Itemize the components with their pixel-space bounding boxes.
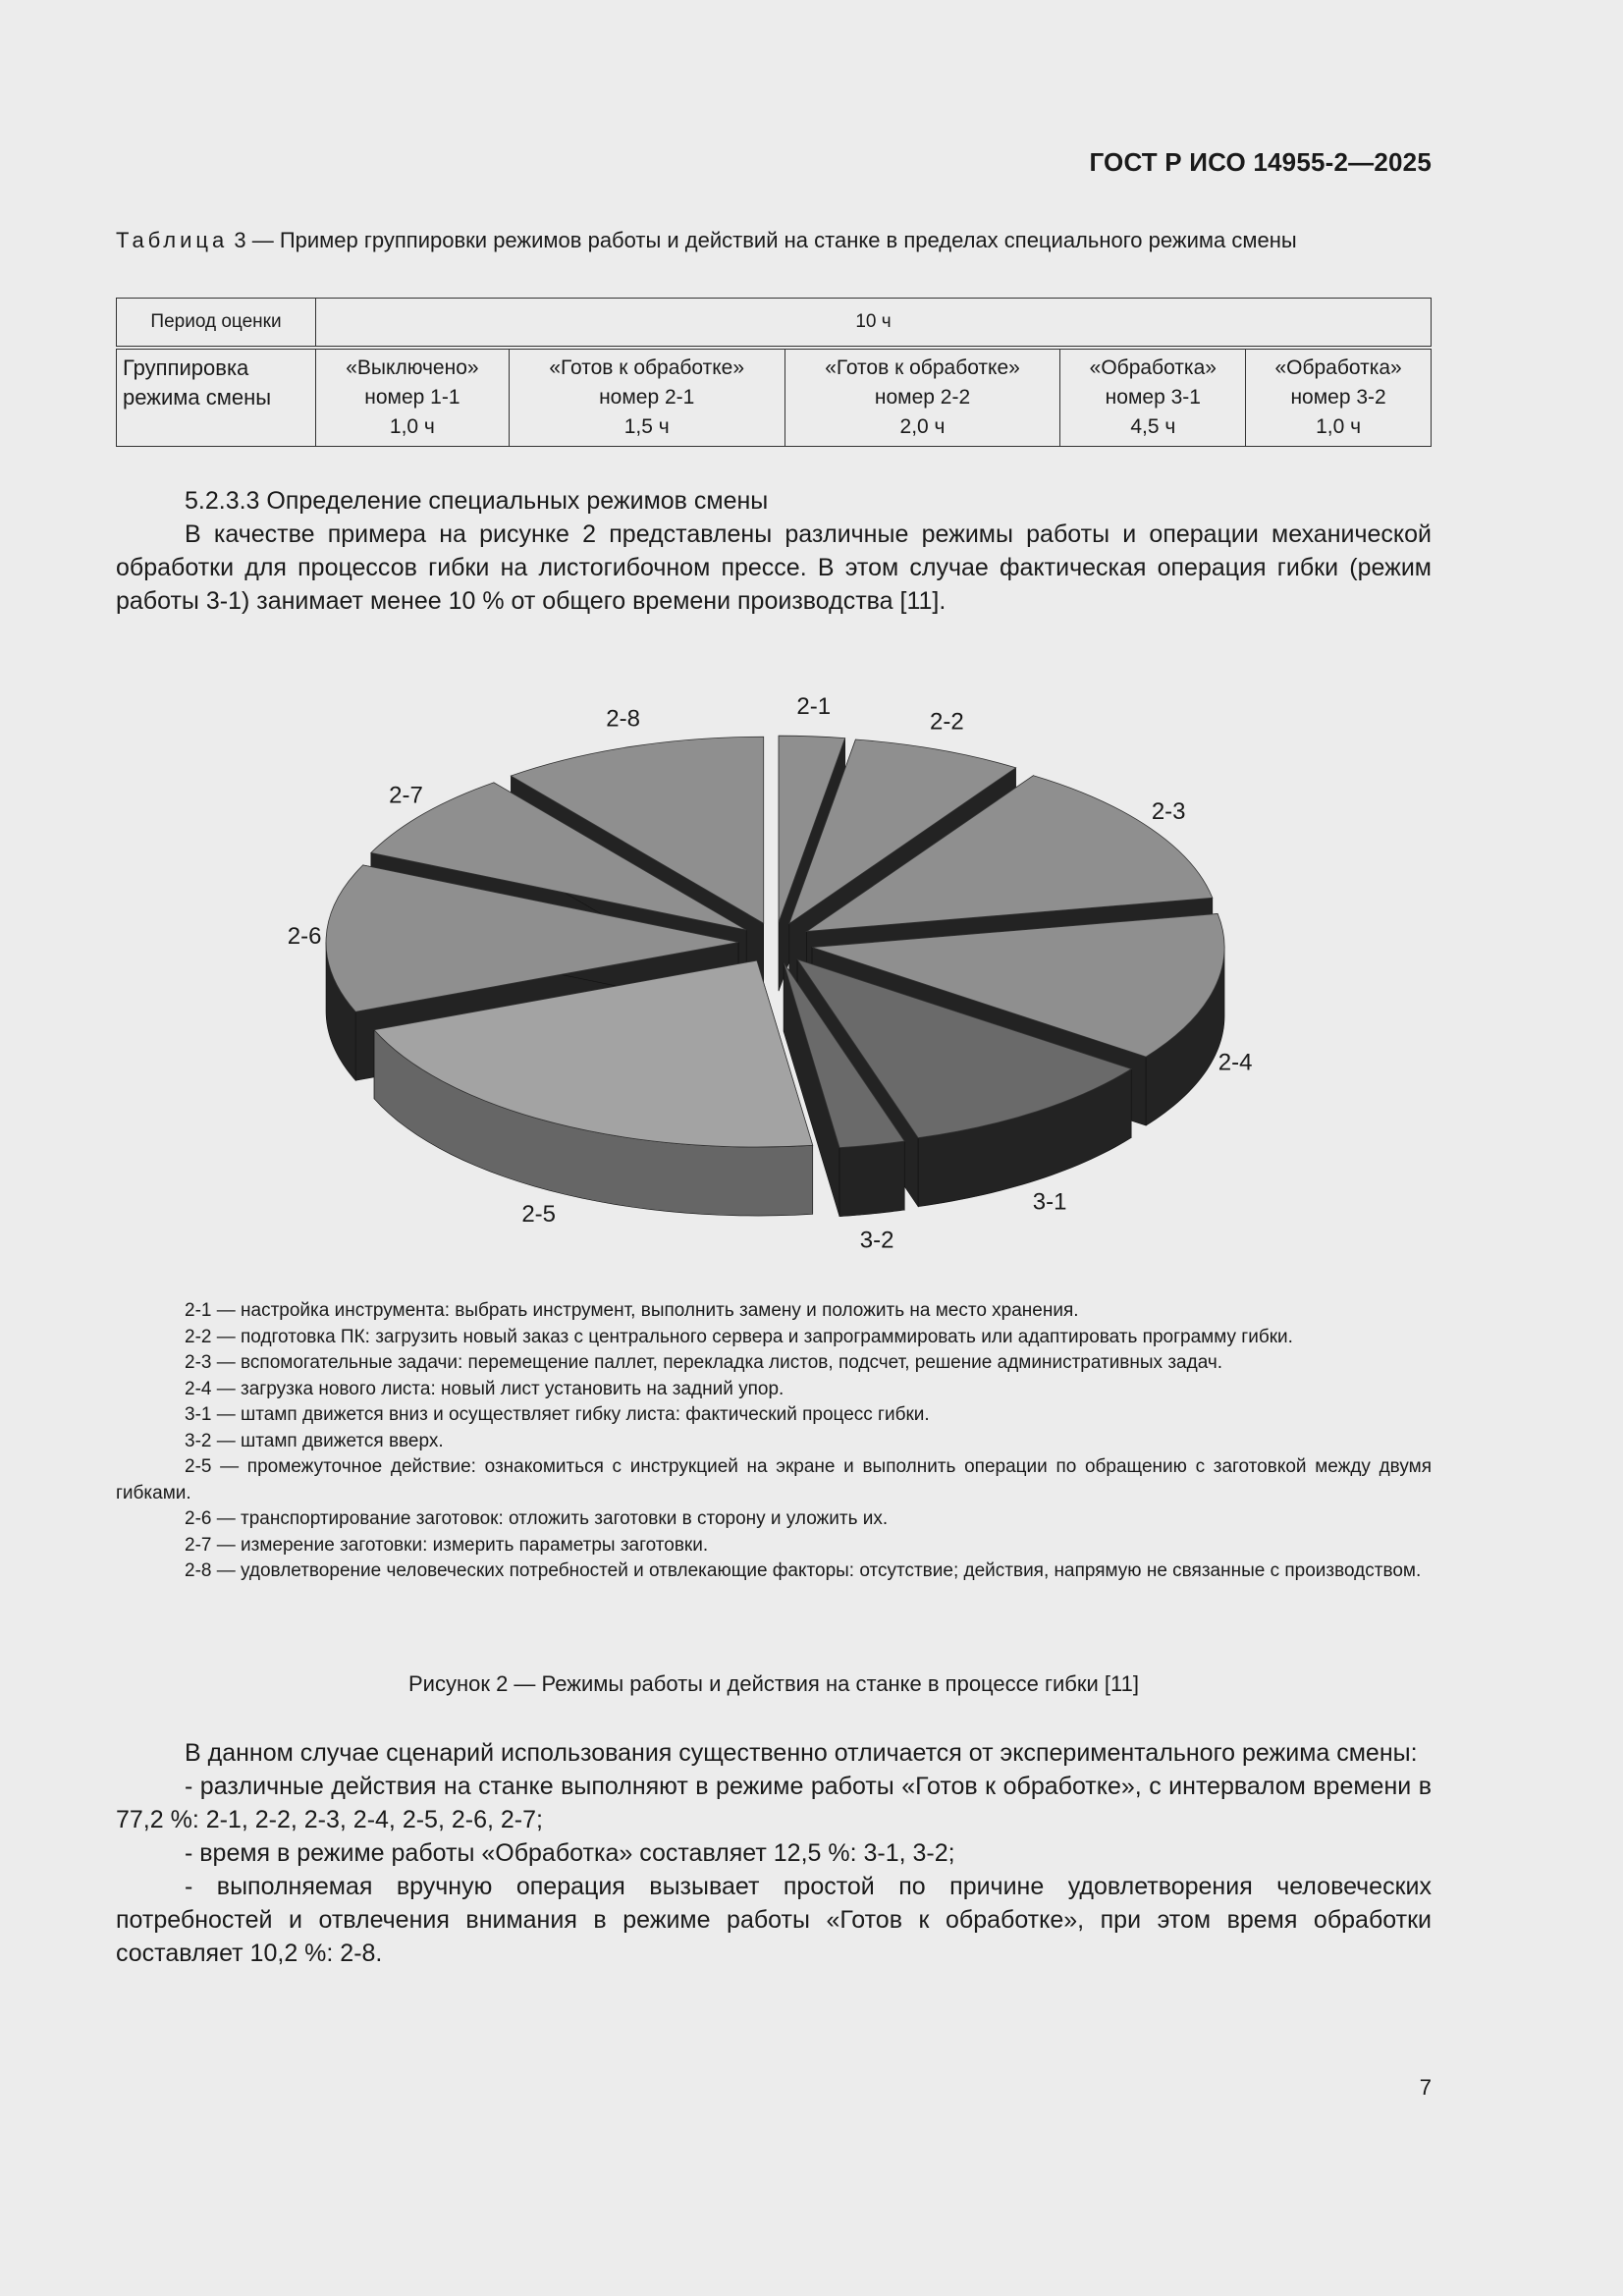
cell-mode: «Выключено» <box>346 356 479 379</box>
exploded-pie-chart <box>287 658 1276 1254</box>
table-cell <box>316 348 510 447</box>
section-heading: 5.2.3.3 Определение специальных режимов смены <box>185 487 769 515</box>
legend-item: 2-2 — подготовка ПК: загрузить новый заказ с центрального сервера и запрограммировать или адаптировать программу гибки. <box>185 1326 1293 1347</box>
slice-label: 2-5 <box>521 1200 557 1228</box>
row-label: Группировка режима смены <box>117 348 316 447</box>
cell-number: номер 3-2 <box>1290 386 1386 409</box>
table-cell <box>1060 348 1246 447</box>
cell-number: номер 2-1 <box>599 386 695 409</box>
legend-item: 2-1 — настройка инструмента: выбрать инструмент, выполнить замену и положить на место хранения. <box>185 1300 1079 1321</box>
slice-label: 2-3 <box>1151 797 1186 825</box>
cell-mode: «Готов к обработке» <box>825 356 1020 379</box>
cell-time: 1,0 ч <box>389 415 435 438</box>
table-caption <box>116 226 1432 254</box>
figure-caption: Рисунок 2 — Режимы работы и действия на станке в процессе гибки [11] <box>407 1671 1139 1696</box>
legend-item: 2-7 — измерение заготовки: измерить параметры заготовки. <box>185 1534 709 1556</box>
slice-label: 3-2 <box>859 1227 894 1254</box>
cell-mode: «Обработка» <box>1274 356 1402 379</box>
legend-item: 2-4 — загрузка нового листа: новый лист установить на задний упор. <box>185 1378 784 1399</box>
table-header-row <box>117 299 1432 349</box>
table-row <box>117 348 1432 447</box>
slice-label: 2-2 <box>929 708 964 736</box>
legend-item: 3-1 — штамп движется вниз и осуществляет гибку листа: фактический процесс гибки. <box>185 1404 930 1425</box>
cell-time: 4,5 ч <box>1130 415 1176 438</box>
page-number: 7 <box>1419 2075 1432 2100</box>
legend-item: 2-3 — вспомогательные задачи: перемещение паллет, перекладка листов, подсчет, решение административных задач. <box>185 1352 1223 1373</box>
table-caption-text: 3 — Пример группировки режимов работы и действий на станке в пределах специального режима смены <box>228 228 1297 252</box>
legend-item: 2-6 — транспортирование заготовок: отложить заготовки в сторону и уложить их. <box>185 1508 889 1529</box>
slice-label: 2-1 <box>796 693 832 721</box>
table-caption-prefix: Таблица <box>116 228 229 252</box>
slice-label: 3-1 <box>1032 1188 1067 1216</box>
conclusion-bullet: - различные действия на станке выполняют в режиме работы «Готов к обработке», с интервалом времени в 77,2 %: 2-1, 2-2, 2-3, 2-4, 2-5, 2-6, 2-7; <box>116 1773 1432 1833</box>
cell-mode: «Готов к обработке» <box>549 356 745 379</box>
slice-label: 2-6 <box>287 922 322 950</box>
slice-label: 2-7 <box>389 782 423 809</box>
cell-number: номер 3-1 <box>1105 386 1201 409</box>
legend-item: 2-5 — промежуточное действие: ознакомиться с инструкцией на экране и выполнить операции по обращению с заготовкой между двумя гибками. <box>116 1456 1432 1503</box>
period-label: Период оценки <box>117 299 316 349</box>
conclusion-bullet: - выполняемая вручную операция вызывает простой по причине удовлетворения человеческих потребностей и отвлечения внимания в режиме работы «Готов к обработке», при этом время обработки составляет 10,2 %: 2-8. <box>116 1873 1432 1967</box>
conclusion-text <box>116 1736 1432 1970</box>
legend-item: 2-8 — удовлетворение человеческих потребностей и отвлекающие факторы: отсутствие; действия, напрямую не связанные с производством. <box>185 1560 1422 1581</box>
slice-label: 2-4 <box>1217 1049 1253 1076</box>
cell-number: номер 2-2 <box>874 386 971 409</box>
cell-number: номер 1-1 <box>364 386 460 409</box>
section-paragraph: В качестве примера на рисунке 2 представлены различные режимы работы и операции механической обработки для процессов гибки на листогибочном прессе. В этом случае фактическая операция гибки (режим работы 3-1) занимает менее 10 % от общего времени производства [11]. <box>116 520 1432 615</box>
conclusion-intro: В данном случае сценарий использования существенно отличается от экспериментального режима смены: <box>185 1739 1418 1767</box>
standard-code: ГОСТ Р ИСО 14955-2—2025 <box>1089 147 1432 177</box>
table-cell <box>509 348 784 447</box>
figure-legend <box>116 1298 1432 1585</box>
cell-mode: «Обработка» <box>1089 356 1217 379</box>
section-text <box>116 484 1432 618</box>
cell-time: 1,0 ч <box>1316 415 1362 438</box>
table-cell <box>784 348 1060 447</box>
grouping-table <box>116 298 1432 447</box>
period-value: 10 ч <box>316 299 1432 349</box>
conclusion-bullet: - время в режиме работы «Обработка» составляет 12,5 %: 3-1, 3-2; <box>185 1839 955 1867</box>
cell-time: 2,0 ч <box>899 415 946 438</box>
table-cell <box>1246 348 1432 447</box>
legend-item: 3-2 — штамп движется вверх. <box>185 1430 444 1451</box>
slice-label: 2-8 <box>606 705 640 733</box>
cell-time: 1,5 ч <box>623 415 670 438</box>
